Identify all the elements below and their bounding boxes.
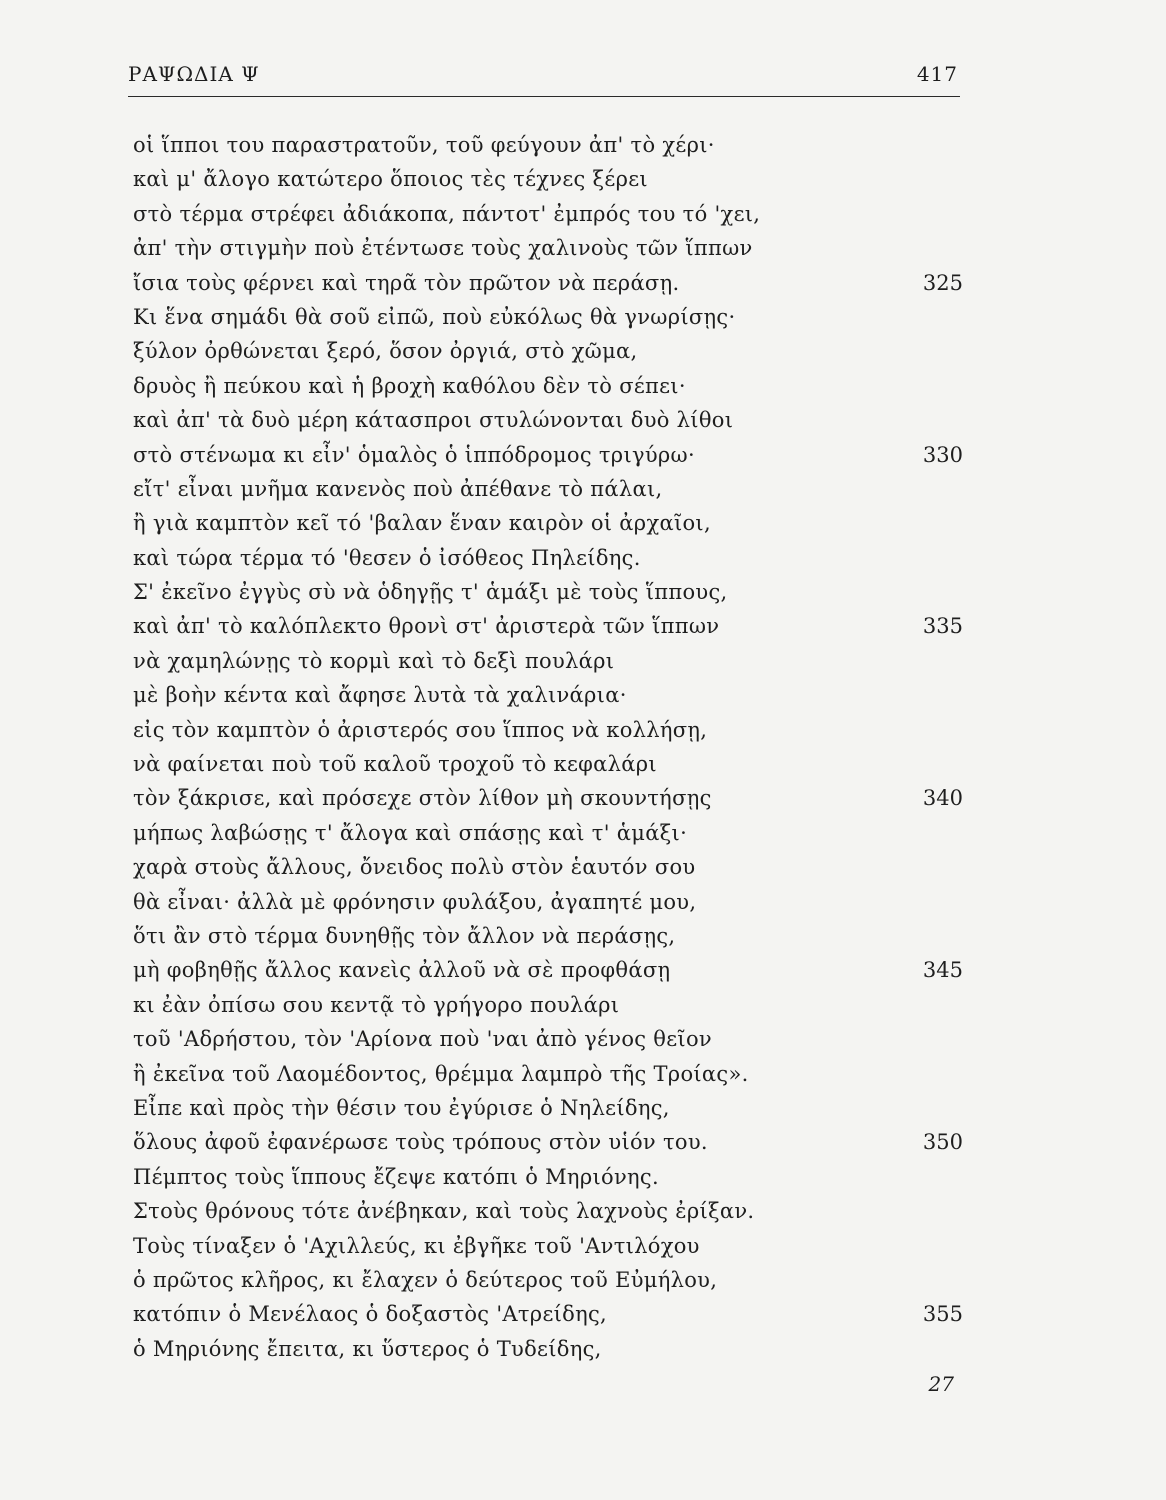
verse-line [133,266,973,300]
verse-line [133,369,973,403]
verse-line [133,1160,973,1194]
verse-text: ὅλους ἀφοῦ ἐφανέρωσε τοὺς τρόπους στὸν υἱόν του. [133,1130,708,1155]
verse-line [133,747,973,781]
verse-line [133,197,973,231]
line-number: 355 [922,1302,963,1327]
verse-text: καὶ τώρα τέρμα τό 'θεσεν ὁ ἰσόθεος Πηλείδης. [133,545,641,570]
verse-text: νὰ χαμηλώνῃς τὸ κορμὶ καὶ τὸ δεξὶ πουλάρι [133,648,615,673]
verse-text: τὸν ξάκρισε, καὶ πρόσεχε στὸν λίθον μὴ σκουντήσῃς [133,786,712,811]
verse-text: Εἶπε καὶ πρὸς τὴν θέσιν του ἐγύρισε ὁ Νηλείδης, [133,1095,670,1120]
chapter-title: ΡΑΨΩΔΙΑ Ψ [128,62,260,86]
running-header [128,60,960,94]
verse-text: καὶ ἀπ' τὰ δυὸ μέρη κάτασπροι στυλώνονται δυὸ λίθοι [133,408,734,433]
verse-line [133,781,973,815]
verse-line [133,713,973,747]
verse-text: δρυὸς ἢ πεύκου καὶ ἡ βροχὴ καθόλου δὲν τὸ σέπει· [133,373,686,398]
verse-line [133,885,973,919]
verse-line [133,300,973,334]
verse-line [133,609,973,643]
verse-text: καὶ μ' ἄλογο κατώτερο ὅποιος τὲς τέχνες ξέρει [133,167,648,192]
verse-text: χαρὰ στοὺς ἄλλους, ὄνειδος πολὺ στὸν ἑαυτόν σου [133,855,696,880]
line-number: 350 [922,1130,963,1155]
verse-line [133,334,973,368]
verse-text: Στοὺς θρόνους τότε ἀνέβηκαν, καὶ τοὺς λαχνοὺς ἐρίξαν. [133,1199,755,1224]
verse-line [133,1263,973,1297]
verse-line [133,472,973,506]
verse-text: ὁ πρῶτος κλῆρος, κι ἔλαχεν ὁ δεύτερος τοῦ Εὐμήλου, [133,1267,718,1292]
verse-line [133,231,973,265]
verse-line [133,506,973,540]
verse-line [133,1194,973,1228]
verse-line [133,850,973,884]
verse-line [133,438,973,472]
page-number: 417 [916,62,958,86]
verse-text: καὶ ἀπ' τὸ καλόπλεκτο θρονὶ στ' ἀριστερὰ τῶν ἵππων [133,614,720,639]
signature-mark: 27 [928,1372,954,1396]
verse-text: μὴ φοβηθῇς ἄλλος κανεὶς ἀλλοῦ νὰ σὲ προφθάσῃ [133,958,671,983]
verse-line [133,1057,973,1091]
verse-text: τοῦ 'Αδρήστου, τὸν 'Αρίονα ποὺ 'ναι ἀπὸ γένος θεῖον [133,1027,712,1052]
verse-line [133,128,973,162]
verse-line [133,644,973,678]
verse-text: κατόπιν ὁ Μενέλαος ὁ δοξαστὸς 'Ατρείδης, [133,1302,608,1327]
verse-line [133,988,973,1022]
header-rule [128,96,960,97]
verse-line [133,816,973,850]
verse-text: ὅτι ἂν στὸ τέρμα δυνηθῇς τὸν ἄλλον νὰ περάσῃς, [133,923,676,948]
verse-line [133,162,973,196]
line-number: 325 [922,270,963,295]
verse-line [133,541,973,575]
line-number: 335 [922,614,963,639]
verse-text: στὸ στένωμα κι εἶν' ὁμαλὸς ὁ ἱππόδρομος τριγύρω· [133,442,695,467]
verse-text: Τοὺς τίναξεν ὁ 'Αχιλλεύς, κι ἐβγῆκε τοῦ 'Αντιλόχου [133,1233,700,1258]
line-number: 345 [922,958,963,983]
verse-line [133,1297,973,1331]
verse-line [133,953,973,987]
verse-line [133,1332,973,1366]
verse-text: στὸ τέρμα στρέφει ἀδιάκοπα, πάντοτ' ἐμπρός του τό 'χει, [133,201,761,226]
verse-text: Πέμπτος τοὺς ἵππους ἔζεψε κατόπι ὁ Μηριόνης. [133,1164,659,1189]
verse-line [133,1125,973,1159]
line-number: 330 [922,442,963,467]
line-number: 340 [922,786,963,811]
verse-line [133,1229,973,1263]
verse-text: εἴτ' εἶναι μνῆμα κανενὸς ποὺ ἀπέθανε τὸ πάλαι, [133,476,663,501]
verse-text: Κι ἕνα σημάδι θὰ σοῦ εἰπῶ, ποὺ εὐκόλως θὰ γνωρίσῃς· [133,304,736,329]
verse-line [133,678,973,712]
verse-text: εἰς τὸν καμπτὸν ὁ ἀριστερός σου ἵππος νὰ κολλήσῃ, [133,717,708,742]
verse-text: μήπως λαβώσῃς τ' ἄλογα καὶ σπάσῃς καὶ τ' ἁμάξι· [133,820,688,845]
verse-text: ἢ ἐκεῖνα τοῦ Λαομέδοντος, θρέμμα λαμπρὸ τῆς Τροίας». [133,1061,749,1086]
verse-line [133,1022,973,1056]
verse-line [133,403,973,437]
verse-text: ξύλον ὀρθώνεται ξερό, ὅσον ὀργιά, στὸ χῶμα, [133,339,638,364]
verse-text: Σ' ἐκεῖνο ἐγγὺς σὺ νὰ ὁδηγῇς τ' ἁμάξι μὲ τοὺς ἵππους, [133,580,728,605]
verse-text: ὁ Μηριόνης ἔπειτα, κι ὕστερος ὁ Τυδείδης, [133,1336,602,1361]
verse-text: θὰ εἶναι· ἀλλὰ μὲ φρόνησιν φυλάξου, ἀγαπητέ μου, [133,889,697,914]
verse-text: ἀπ' τὴν στιγμὴν ποὺ ἐτέντωσε τοὺς χαλινοὺς τῶν ἵππων [133,236,753,261]
verse-text: μὲ βοὴν κέντα καὶ ἄφησε λυτὰ τὰ χαλινάρια· [133,683,627,708]
verse-text: οἱ ἵπποι του παραστρατοῦν, τοῦ φεύγουν ἀπ' τὸ χέρι· [133,133,715,157]
verse-text: ἢ γιὰ καμπτὸν κεῖ τό 'βαλαν ἕναν καιρὸν οἱ ἀρχαῖοι, [133,511,711,536]
verse-line [133,919,973,953]
verse-line [133,1091,973,1125]
verse-text: κι ἐὰν ὀπίσω σου κεντᾷ τὸ γρήγορο πουλάρι [133,992,620,1017]
verse-text: ἴσια τοὺς φέρνει καὶ τηρᾶ τὸν πρῶτον νὰ περάσῃ. [133,270,680,295]
verse-list [133,128,973,1366]
verse-line [133,575,973,609]
verse-text: νὰ φαίνεται ποὺ τοῦ καλοῦ τροχοῦ τὸ κεφαλάρι [133,752,657,777]
